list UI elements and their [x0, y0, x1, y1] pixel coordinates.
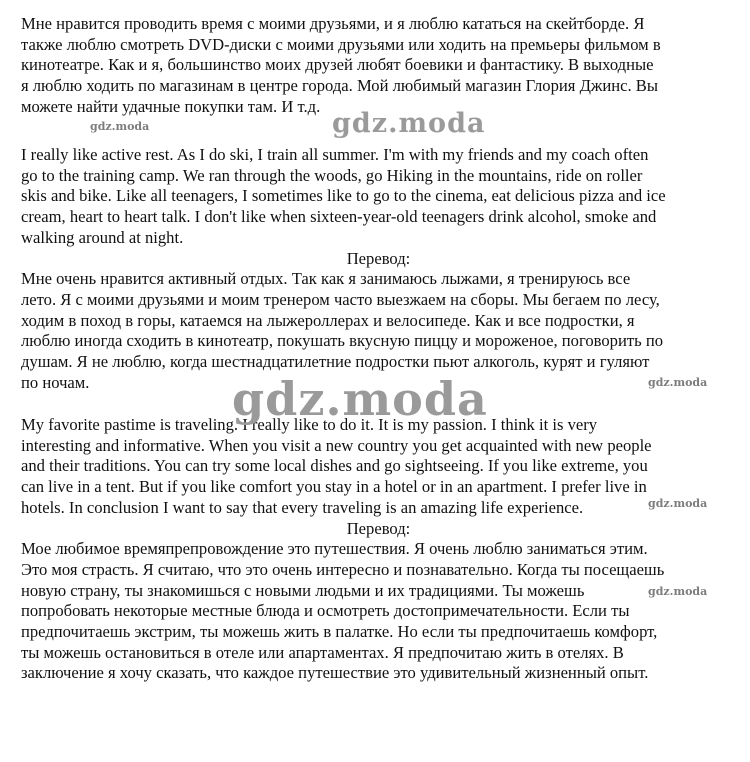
english-text-line: hotels. In conclusion I want to say that every traveling is an amazing life experience. — [21, 497, 584, 517]
watermark-large: gdz.moda — [332, 108, 486, 139]
russian-text-line: ты можешь остановиться в отеле или апартаментах. Я предпочитаю жить в отелях. В — [21, 642, 624, 662]
english-text-line: go to the training camp. We ran through the woods, go Hiking in the mountains, ride on roller — [21, 165, 643, 185]
english-text-line: My favorite pastime is traveling. I really like to do it. It is my passion. I think it is very — [21, 415, 598, 434]
english-text-line: skis and bike. Like all teenagers, I sometimes like to go to the cinema, eat delicious pizza and ice — [21, 186, 666, 206]
russian-text-line: ходим в поход в горы, катаемся на лыжероллерах и велосипеде. Как и все подростки, я — [21, 310, 635, 330]
russian-text-line: Мне очень нравится активный отдых. Так как я занимаюсь лыжами, я тренируюсь все — [21, 269, 631, 289]
paragraph-1 — [21, 14, 661, 118]
russian-text-line: люблю иногда сходить в кинотеатр, покушать вкусную пиццу и мороженое, поговорить по — [21, 331, 663, 351]
russian-text-line: предпочитаешь экстрим, ты можешь жить в палатке. Но если ты предпочитаешь комфорт, — [21, 622, 658, 642]
text-line: также люблю смотреть DVD-диски с моими друзьями или ходить на премьеры фильмом в — [21, 34, 661, 54]
text-line: можете найти удачные покупки там. И т.д. — [21, 96, 321, 116]
watermark-small: gdz.moda — [648, 585, 708, 598]
russian-text-line: душам. Я не люблю, когда шестнадцатилетние подростки пьют алкоголь, курят и гуляют — [21, 352, 650, 372]
translation-heading: Перевод: — [346, 518, 411, 538]
watermark-large: gdz.moda — [232, 372, 488, 426]
english-text-line: can live in a tent. But if you like comfort you stay in a hotel or in an apartment. I prefer live in — [21, 477, 647, 497]
watermark-small: gdz.moda — [648, 497, 708, 510]
english-text-line: cream, heart to heart talk. I don't like when sixteen-year-old teenagers drink alcohol, smoke and — [21, 207, 657, 227]
watermark-small: gdz.moda — [90, 120, 150, 133]
english-text-line: walking around at night. — [21, 227, 184, 247]
russian-text-line: попробовать некоторые местные блюда и осмотреть достопримечательности. Если ты — [21, 601, 630, 621]
english-text-line: and their traditions. You can try some local dishes and go sightseeing. If you like extreme, you — [21, 456, 648, 476]
russian-text-line: лето. Я с моими друзьями и моим тренером часто выезжаем на сборы. Мы бегаем по лесу, — [21, 289, 660, 309]
translation-heading: Перевод: — [346, 248, 411, 268]
english-text-line: interesting and informative. When you visit a new country you get acquainted with new people — [21, 435, 652, 455]
russian-text-line: по ночам. — [21, 372, 90, 392]
text-line: Мне нравится проводить время с моими друзьями, и я люблю кататься на скейтборде. Я — [21, 14, 645, 33]
russian-text-line: заключение я хочу сказать, что каждое путешествие это удивительный жизненный опыт. — [21, 663, 649, 683]
text-line: я люблю ходить по магазинам в центре города. Мой любимый магазин Глория Джинс. Вы — [21, 76, 658, 96]
paragraph-2 — [21, 145, 736, 393]
russian-text-line: Мое любимое времяпрепровождение это путешествия. Я очень люблю заниматься этим. — [21, 539, 648, 559]
russian-text-line: новую страну, ты знакомишься с новыми людьми и их традициями. Ты можешь — [21, 580, 585, 600]
russian-text-line: Это моя страсть. Я считаю, что это очень интересно и познавательно. Когда ты посещаешь — [21, 559, 665, 579]
text-line: кинотеатре. Как и я, большинство моих друзей любят боевики и фантастику. В выходные — [21, 55, 654, 75]
watermark-small: gdz.moda — [648, 376, 708, 389]
english-text-line: I really like active rest. As I do ski, I train all summer. I'm with my friends and my coach often — [21, 145, 649, 164]
paragraph-3 — [21, 415, 736, 684]
